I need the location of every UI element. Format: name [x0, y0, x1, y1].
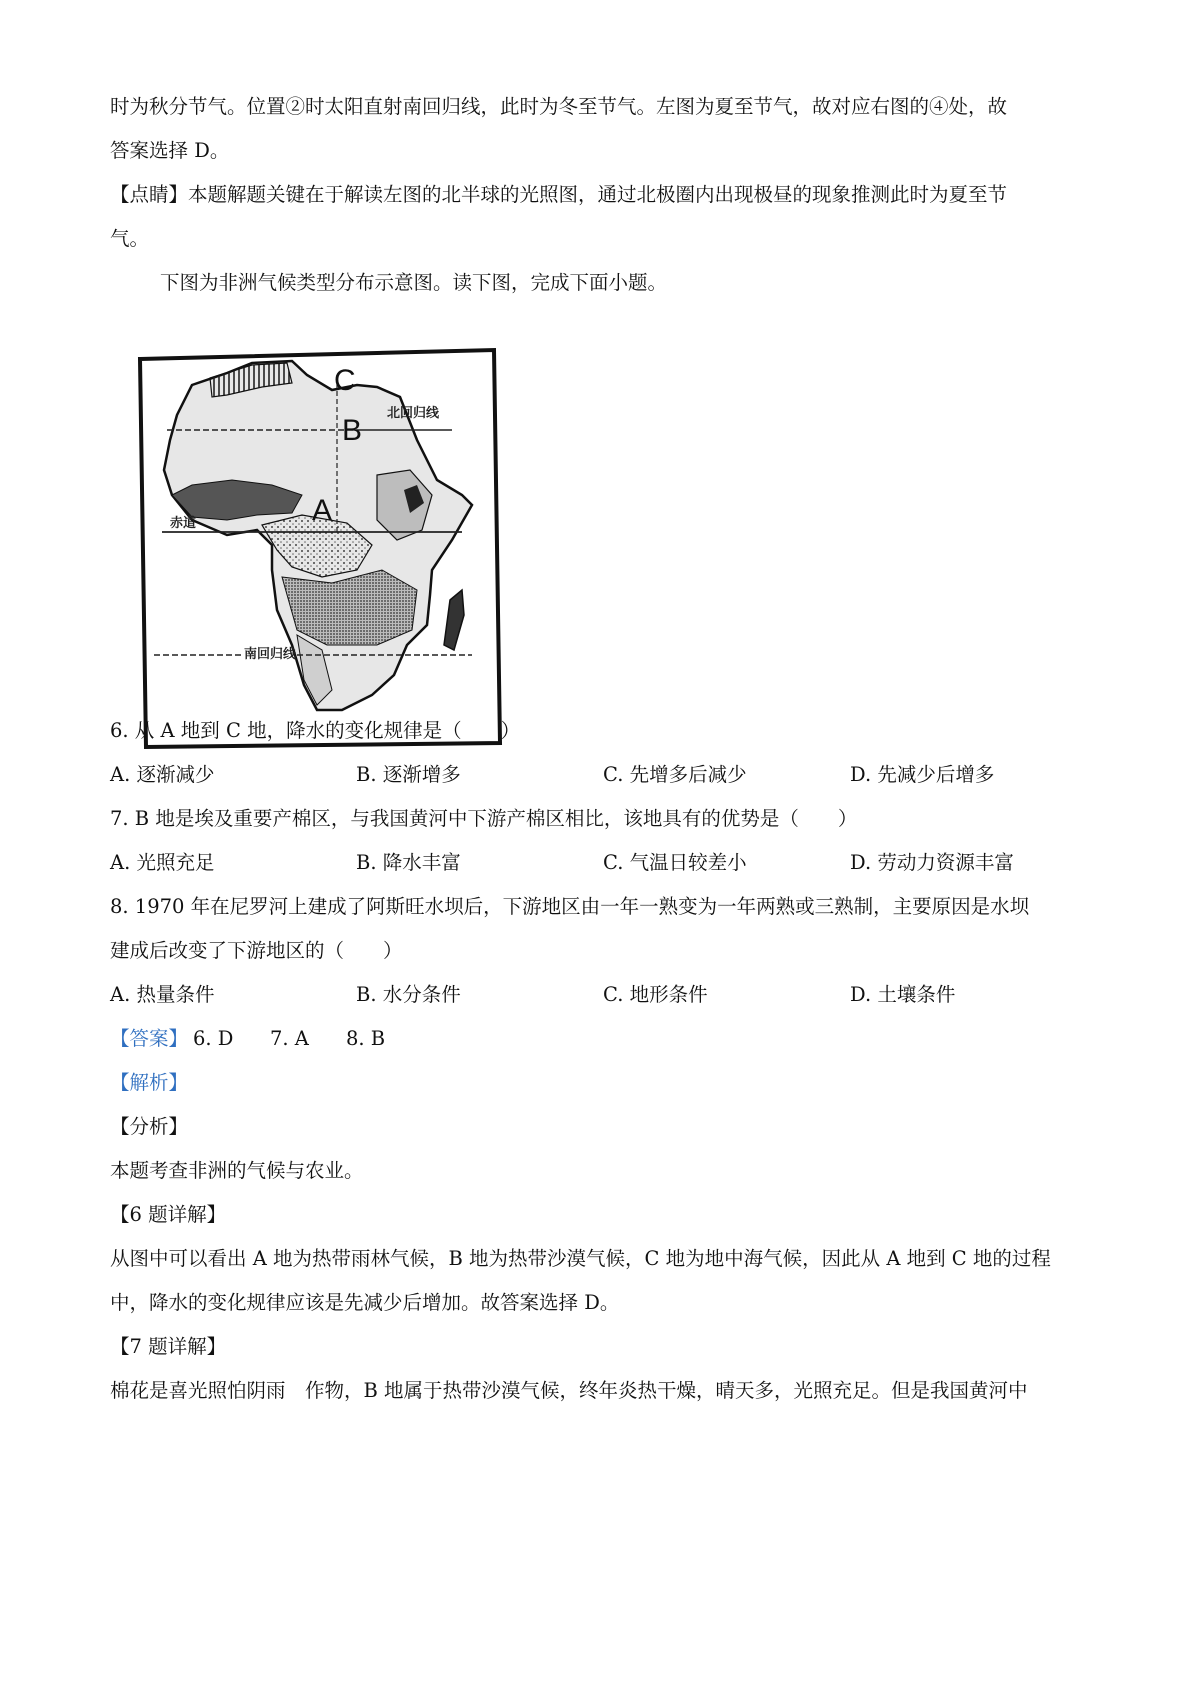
question-6-option-b: B. 逐渐增多 [356, 763, 461, 786]
question-8-option-a: A. 热量条件 [110, 983, 215, 1006]
question-6-option-c: C. 先增多后减少 [603, 763, 747, 786]
question-7-option-c: C. 气温日较差小 [603, 851, 747, 874]
answer-6: 6. D [193, 1027, 234, 1050]
question-8-option-b: B. 水分条件 [356, 983, 461, 1006]
paragraph-line: 时为秋分节气。位置②时太阳直射南回归线，此时为冬至节气。左图为夏至节气，故对应右图的④处，故 [110, 95, 1008, 118]
q7-detail-line: 棉花是喜光照怕阴雨 作物，B 地属于热带沙漠气候，终年炎热干燥，晴天多，光照充足。但是我国黄河中 [110, 1379, 1028, 1402]
tropic-north-label: 北回归线 [387, 406, 440, 421]
question-6-option-d: D. 先减少后增多 [850, 763, 995, 786]
dianjing-line: 气。 [110, 227, 150, 250]
africa-map-svg [132, 345, 517, 750]
fenxi-label: 【分析】 [110, 1115, 189, 1138]
question-7-option-b: B. 降水丰富 [356, 851, 461, 874]
paragraph-line: 答案选择 D。 [110, 139, 230, 162]
point-b-label: B [342, 414, 363, 447]
question-7-option-d: D. 劳动力资源丰富 [850, 851, 1014, 874]
q6-detail-line: 中，降水的变化规律应该是先减少后增加。故答案选择 D。 [110, 1291, 620, 1314]
question-7-stem: 7. B 地是埃及重要产棉区，与我国黄河中下游产棉区相比，该地具有的优势是（ ） [110, 807, 858, 830]
point-c-label: C [334, 364, 356, 397]
question-6-option-a: A. 逐渐减少 [110, 763, 215, 786]
dianjing-line: 【点睛】本题解题关键在于解读左图的北半球的光照图，通过北极圈内出现极昼的现象推测此时为夏至节 [110, 183, 1008, 206]
question-7-option-a: A. 光照充足 [110, 851, 215, 874]
question-8-option-c: C. 地形条件 [603, 983, 708, 1006]
question-6-stem: 6. 从 A 地到 C 地，降水的变化规律是（ ） [110, 719, 521, 742]
q6-detail-head: 【6 题详解】 [110, 1203, 227, 1226]
answer-label: 【答案】 [110, 1027, 189, 1050]
analysis-label: 【解析】 [110, 1071, 189, 1094]
q6-detail-line: 从图中可以看出 A 地为热带雨林气候，B 地为热带沙漠气候，C 地为地中海气候，因此从 A 地到 C 地的过程 [110, 1247, 1051, 1270]
answer-8: 8. B [346, 1027, 386, 1050]
point-a-label: A [312, 494, 333, 527]
fenxi-text: 本题考查非洲的气候与农业。 [110, 1159, 364, 1182]
answer-7: 7. A [270, 1027, 309, 1050]
equator-label: 赤道 [170, 516, 197, 531]
tropic-south-label: 南回归线 [244, 647, 297, 662]
q7-detail-head: 【7 题详解】 [110, 1335, 227, 1358]
question-stem: 下图为非洲气候类型分布示意图。读下图，完成下面小题。 [160, 271, 668, 294]
question-8-option-d: D. 土壤条件 [850, 983, 956, 1006]
africa-climate-map [132, 345, 517, 750]
question-8-stem-line1: 8. 1970 年在尼罗河上建成了阿斯旺水坝后，下游地区由一年一熟变为一年两熟或三熟制，主要原因是水坝 [110, 895, 1030, 918]
question-8-stem-line2: 建成后改变了下游地区的（ ） [110, 939, 403, 962]
